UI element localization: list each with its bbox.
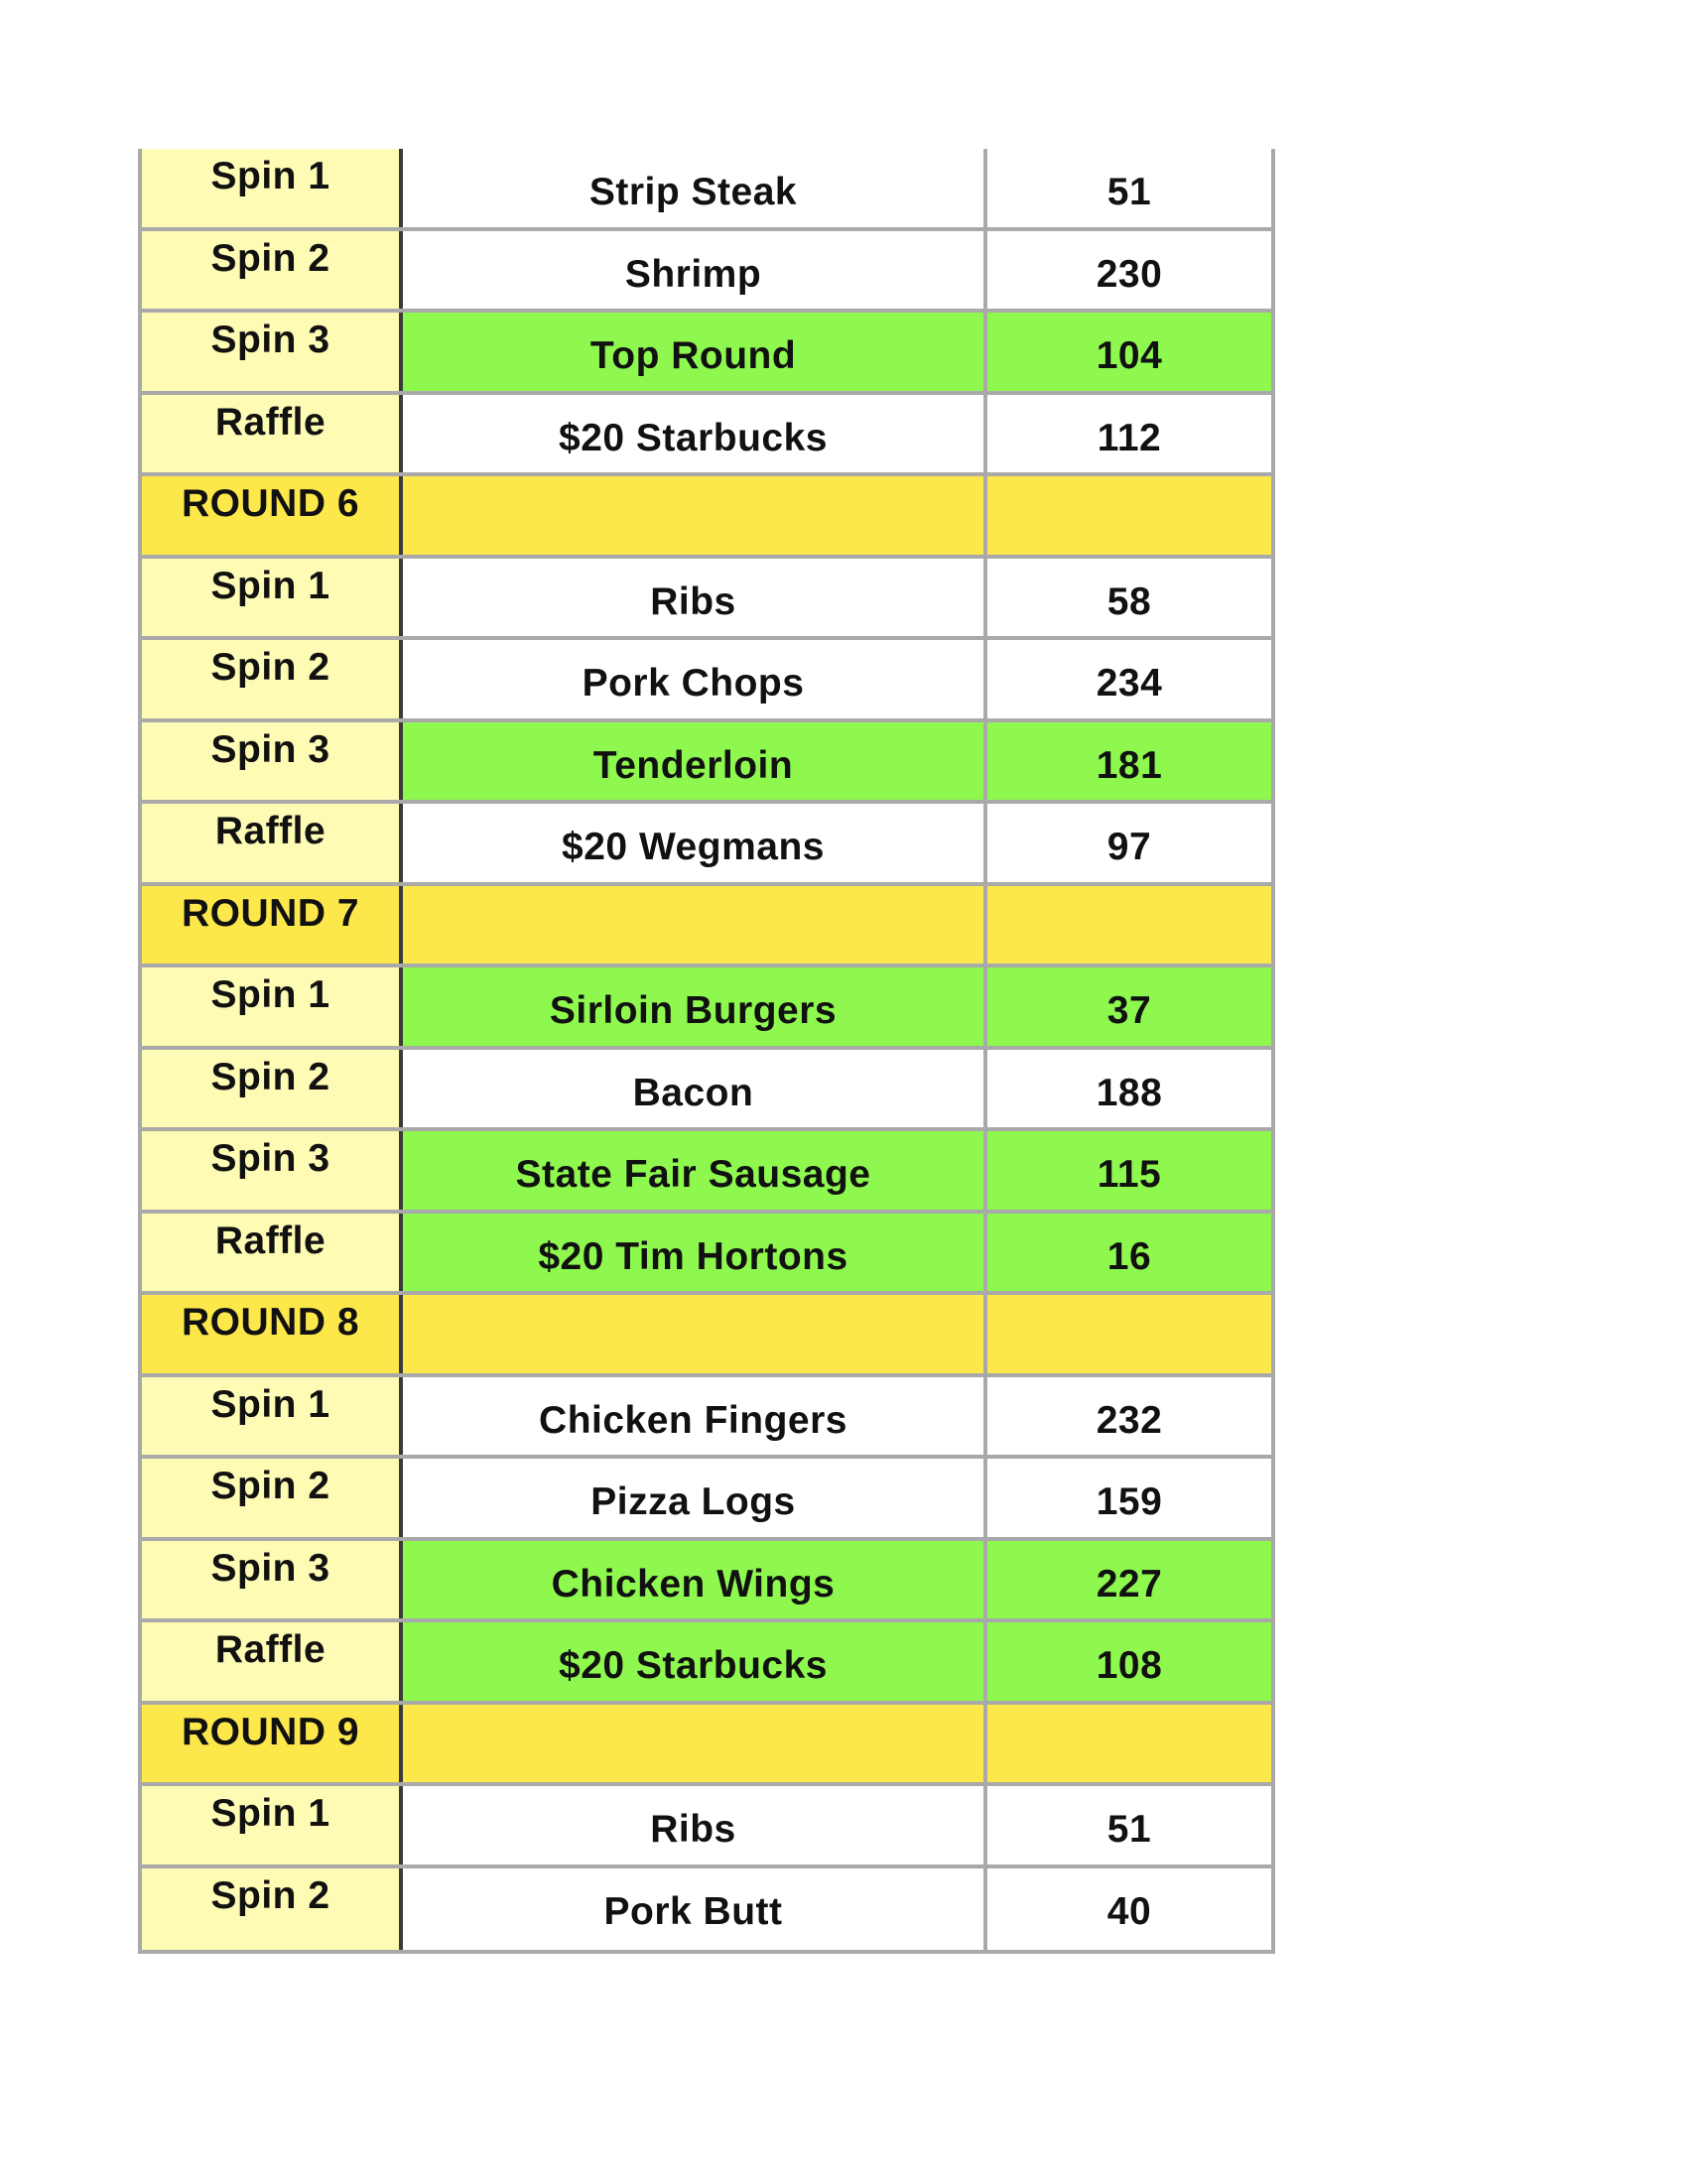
row-label: Raffle	[138, 804, 403, 882]
row-label: Spin 3	[138, 722, 403, 801]
prize-cell	[403, 886, 987, 964]
table-row	[138, 559, 1275, 641]
prize-cell	[403, 476, 987, 555]
row-label: ROUND 6	[138, 476, 403, 555]
prize-cell: Strip Steak	[403, 149, 987, 227]
table-row	[138, 1214, 1275, 1296]
table-row	[138, 395, 1275, 477]
row-label: Spin 1	[138, 559, 403, 637]
table-row	[138, 1868, 1275, 1951]
winning-number-cell	[987, 1705, 1275, 1783]
prize-cell: State Fair Sausage	[403, 1131, 987, 1210]
table-row	[138, 1050, 1275, 1132]
prize-cell: Chicken Fingers	[403, 1377, 987, 1456]
winning-number-cell: 188	[987, 1050, 1275, 1128]
prize-cell: $20 Wegmans	[403, 804, 987, 882]
prize-cell: Chicken Wings	[403, 1541, 987, 1619]
round-header-row	[138, 1295, 1275, 1377]
row-label: Spin 3	[138, 313, 403, 391]
row-label: Spin 3	[138, 1131, 403, 1210]
round-header-row	[138, 476, 1275, 559]
winning-number-cell: 37	[987, 967, 1275, 1046]
prize-table	[138, 149, 1275, 1954]
prize-cell: Pizza Logs	[403, 1459, 987, 1537]
winning-number-cell: 112	[987, 395, 1275, 473]
row-label: ROUND 7	[138, 886, 403, 964]
winning-number-cell: 181	[987, 722, 1275, 801]
table-row	[138, 640, 1275, 722]
table-row	[138, 1541, 1275, 1623]
winning-number-cell: 40	[987, 1868, 1275, 1951]
prize-cell: $20 Tim Hortons	[403, 1214, 987, 1292]
row-label: Spin 2	[138, 231, 403, 310]
table-row	[138, 1131, 1275, 1214]
row-label: Spin 1	[138, 967, 403, 1046]
winning-number-cell: 234	[987, 640, 1275, 718]
row-label: Spin 1	[138, 1377, 403, 1456]
table-row	[138, 1459, 1275, 1541]
row-label: Spin 2	[138, 640, 403, 718]
winning-number-cell	[987, 886, 1275, 964]
row-label: Raffle	[138, 1622, 403, 1701]
winning-number-cell: 51	[987, 1786, 1275, 1864]
prize-cell	[403, 1295, 987, 1373]
prize-cell: Shrimp	[403, 231, 987, 310]
prize-cell: Ribs	[403, 559, 987, 637]
winning-number-cell: 159	[987, 1459, 1275, 1537]
winning-number-cell: 230	[987, 231, 1275, 310]
winning-number-cell	[987, 1295, 1275, 1373]
winning-number-cell: 115	[987, 1131, 1275, 1210]
table-row	[138, 313, 1275, 395]
winning-number-cell: 104	[987, 313, 1275, 391]
winning-number-cell: 227	[987, 1541, 1275, 1619]
table-row	[138, 231, 1275, 314]
round-header-row	[138, 1705, 1275, 1787]
row-label: Raffle	[138, 395, 403, 473]
winning-number-cell: 58	[987, 559, 1275, 637]
winning-number-cell: 16	[987, 1214, 1275, 1292]
prize-cell: Sirloin Burgers	[403, 967, 987, 1046]
table-row	[138, 1377, 1275, 1460]
table-row	[138, 967, 1275, 1050]
table-row	[138, 149, 1275, 231]
row-label: ROUND 9	[138, 1705, 403, 1783]
winning-number-cell: 97	[987, 804, 1275, 882]
prize-cell: Ribs	[403, 1786, 987, 1864]
table-row	[138, 1622, 1275, 1705]
round-header-row	[138, 886, 1275, 968]
row-label: Spin 2	[138, 1459, 403, 1537]
row-label: Spin 1	[138, 149, 403, 227]
prize-cell: Pork Chops	[403, 640, 987, 718]
row-label: Raffle	[138, 1214, 403, 1292]
prize-cell: $20 Starbucks	[403, 395, 987, 473]
prize-cell: Pork Butt	[403, 1868, 987, 1951]
row-label: Spin 1	[138, 1786, 403, 1864]
prize-cell: $20 Starbucks	[403, 1622, 987, 1701]
winning-number-cell: 232	[987, 1377, 1275, 1456]
row-label: ROUND 8	[138, 1295, 403, 1373]
prize-cell	[403, 1705, 987, 1783]
table-row	[138, 722, 1275, 805]
prize-cell: Bacon	[403, 1050, 987, 1128]
table-row	[138, 804, 1275, 886]
winning-number-cell: 108	[987, 1622, 1275, 1701]
winning-number-cell: 51	[987, 149, 1275, 227]
prize-cell: Tenderloin	[403, 722, 987, 801]
prize-cell: Top Round	[403, 313, 987, 391]
winning-number-cell	[987, 476, 1275, 555]
row-label: Spin 3	[138, 1541, 403, 1619]
row-label: Spin 2	[138, 1050, 403, 1128]
table-row	[138, 1786, 1275, 1868]
row-label: Spin 2	[138, 1868, 403, 1951]
